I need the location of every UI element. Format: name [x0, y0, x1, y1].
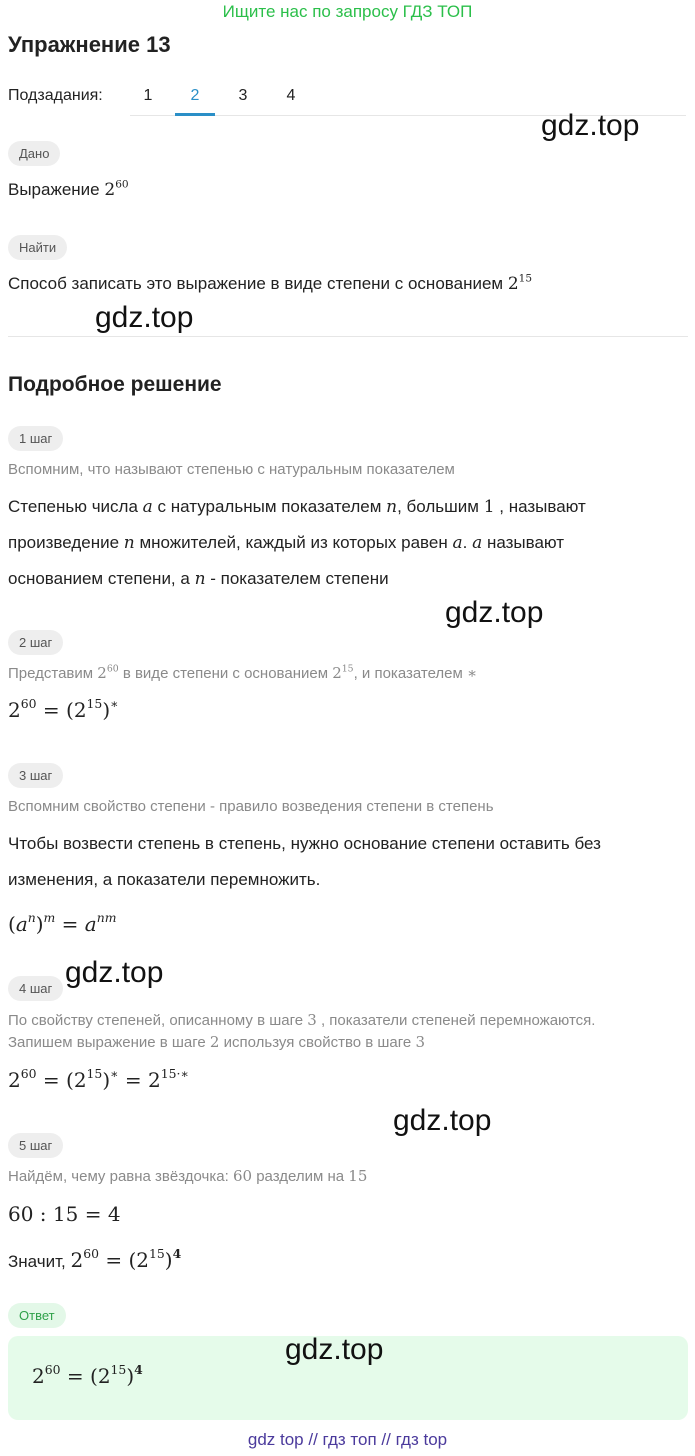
step-4-chip: 4 шаг [8, 976, 63, 1001]
step-5-conclusion: Значит, $2^{60} = (2^{15})^4$ [8, 1246, 182, 1272]
watermark: gdz.top [393, 1104, 492, 1137]
find-chip: Найти [8, 235, 67, 260]
section-divider [8, 336, 688, 337]
watermark: gdz.top [285, 1333, 384, 1366]
step-3-chip: 3 шаг [8, 763, 63, 788]
step-1-chip: 1 шаг [8, 426, 63, 451]
step-3-line-2: изменения, а показатели перемножить. [8, 870, 321, 889]
footer-link-gdz-top-mixed[interactable]: гдз top [395, 1430, 448, 1449]
active-tab-indicator [175, 113, 215, 116]
step-1-hint: Вспомним, что называют степенью с натуральным показателем [8, 461, 455, 478]
step-2-chip: 2 шаг [8, 630, 63, 655]
footer-link-gdz-top-ru[interactable]: гдз топ [322, 1430, 377, 1449]
subtasks-label: Подзадания: [8, 87, 103, 104]
step-1-line-3: основанием степени, а n - показателем степени [8, 569, 389, 589]
step-2-formula: $2^{60} = (2^{15})^∗$ [8, 696, 119, 722]
answer-chip: Ответ [8, 1303, 66, 1328]
tab-subtask-4[interactable]: 4 [286, 87, 296, 104]
find-text: Способ записать это выражение в виде степени с основанием $2^{15}$ [8, 272, 533, 294]
watermark: gdz.top [541, 109, 640, 142]
tab-subtask-1[interactable]: 1 [143, 87, 153, 104]
step-2-hint: Представим $2^{60}$ в виде степени с основанием $2^{15}$, и показателем ∗ [8, 663, 478, 682]
step-4-hint-1: По свойству степеней, описанному в шаге 3 , показатели степеней перемножаются. [8, 1011, 596, 1029]
solution-heading: Подробное решение [8, 373, 222, 396]
step-4-hint-2: Запишем выражение в шаге 2 используя свойство в шаге 3 [8, 1033, 425, 1051]
step-3-formula: $(a^n)^m = a^{nm}$ [8, 910, 117, 936]
step-4-formula: $2^{60} = (2^{15})^∗ = 2^{15\cdot∗}$ [8, 1066, 189, 1092]
given-chip: Дано [8, 141, 60, 166]
step-1-line-1: Степенью числа a с натуральным показателем n, большим 1 , называют [8, 497, 586, 517]
step-5-chip: 5 шаг [8, 1133, 63, 1158]
step-3-hint: Вспомним свойство степени - правило возведения степени в степень [8, 798, 494, 815]
step-1-line-2: произведение n множителей, каждый из которых равен a. a называют [8, 533, 565, 553]
promo-banner: Ищите нас по запросу ГДЗ ТОП [222, 2, 473, 21]
step-3-line-1: Чтобы возвести степень в степень, нужно основание степени оставить без [8, 834, 601, 853]
watermark: gdz.top [65, 956, 164, 989]
watermark: gdz.top [95, 301, 194, 334]
footer-separator: // [308, 1430, 318, 1449]
step-5-hint: Найдём, чему равна звёздочка: 60 разделим на 15 [8, 1167, 368, 1185]
tab-subtask-2[interactable]: 2 [190, 87, 200, 104]
tab-subtask-3[interactable]: 3 [238, 87, 248, 104]
answer-formula: $2^{60} = (2^{15})^4$ [32, 1362, 143, 1388]
step-5-division: 60 : 15 = 4 [8, 1202, 121, 1226]
watermark: gdz.top [445, 596, 544, 629]
footer-separator: // [381, 1430, 391, 1449]
given-text: Выражение $2^{60}$ [8, 178, 129, 200]
footer-links [0, 1430, 695, 1450]
footer-link-gdz-top[interactable]: gdz top [247, 1430, 304, 1449]
page-title: Упражнение 13 [8, 32, 171, 57]
